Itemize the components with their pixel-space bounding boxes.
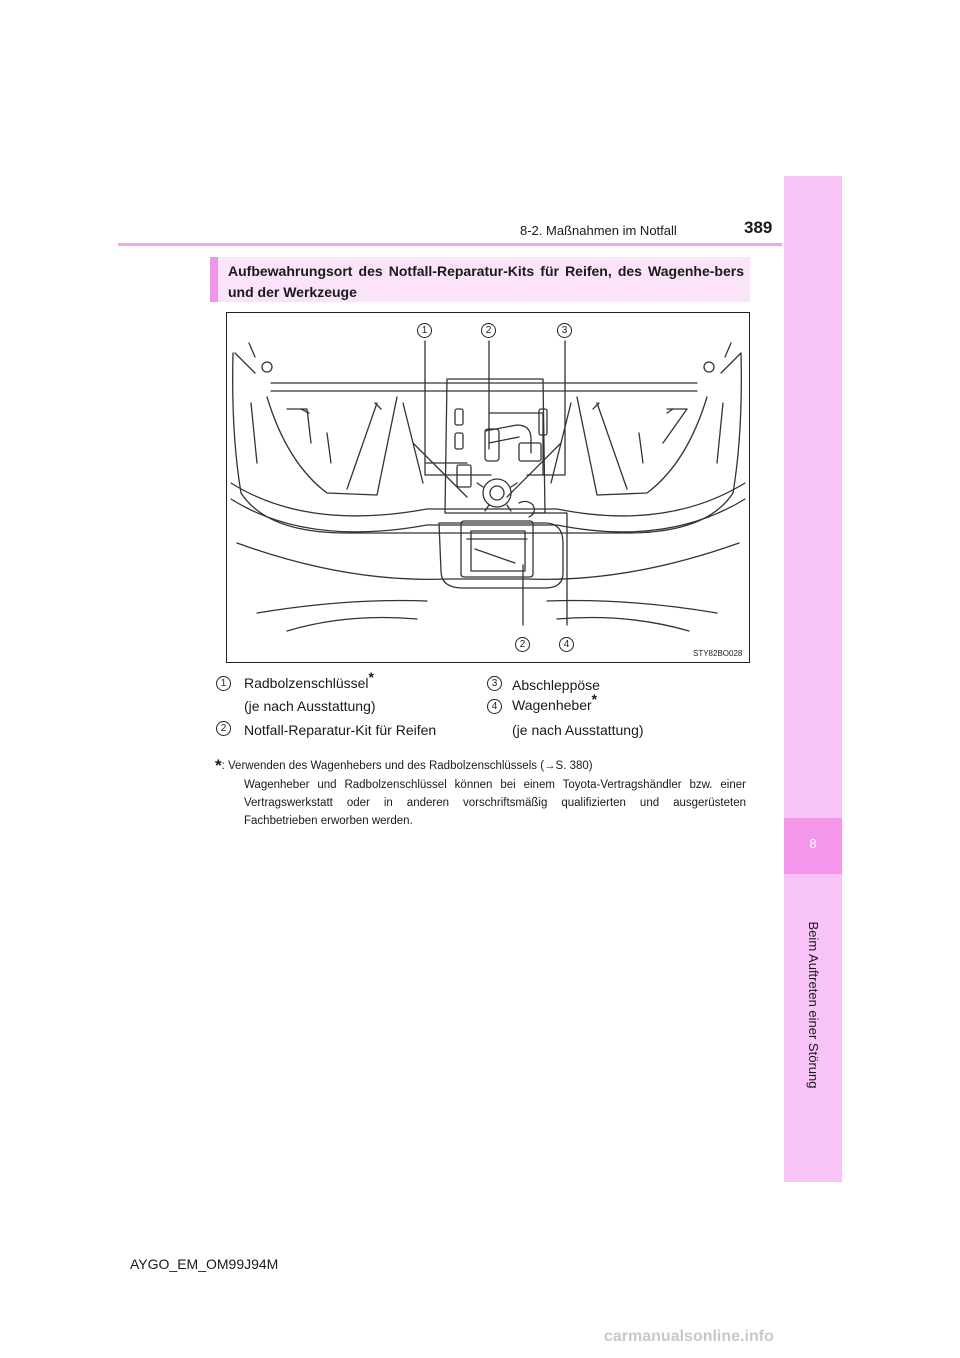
trunk-drawing [227,313,749,662]
legend-sub-1: (je nach Ausstattung) [244,698,376,714]
heading-accent-bar [210,257,218,302]
chapter-title: Beim Auftreten einer Störung [806,921,821,1089]
legend-item-4 [512,691,598,713]
trunk-illustration [226,312,750,663]
note-paragraph: Wagenheber und Radbolzenschlüssel können bei einem Toyota-Vertragshändler bzw. einer Vertragswerkstatt oder in anderen vorschriftsmäßig qualifizierten und ausgerüsteten Fachbetrieben erworben werden. [244,779,746,827]
legend-text-4: Wagenheber [512,697,592,713]
legend-sub-4: (je nach Ausstattung) [512,722,644,738]
legend-text-3: Abschleppöse [512,677,600,693]
legend-num-1: 1 [216,676,231,691]
footnote-star: * [215,756,222,775]
legend-item-1 [244,669,374,691]
legend-num-3: 3 [487,676,502,691]
legend-num-2: 2 [216,721,231,736]
page-number: 389 [744,218,773,237]
watermark: carmanualsonline.info [604,1328,774,1345]
legend-star-4: * [591,691,598,707]
legend-text-2: Notfall-Reparatur-Kit für Reifen [244,722,437,738]
section-heading: Aufbewahrungsort des Notfall-Reparatur-Kits für Reifen, des Wagenhe-bers und der Werkzeuge [228,263,744,300]
legend-star-1: * [368,669,374,685]
figure-callout-2-bottom: 2 [515,637,530,652]
document-code: AYGO_EM_OM99J94M [130,1256,279,1272]
figure-callout-2: 2 [481,323,496,338]
section-label: 8-2. Maßnahmen im Notfall [520,223,677,238]
figure-callout-1: 1 [417,323,432,338]
header-rule [118,243,782,246]
figure-code: STY82BO028 [693,649,743,658]
figure-callout-3: 3 [557,323,572,338]
footnote [215,756,593,776]
figure-callout-4: 4 [559,637,574,652]
chapter-number: 8 [809,836,817,851]
footnote-text: : Verwenden des Wagenhebers und des Radbolzenschlüssels (→S. 380) [221,760,593,772]
legend-text-1: Radbolzenschlüssel [244,675,369,691]
legend-num-4: 4 [487,699,502,714]
